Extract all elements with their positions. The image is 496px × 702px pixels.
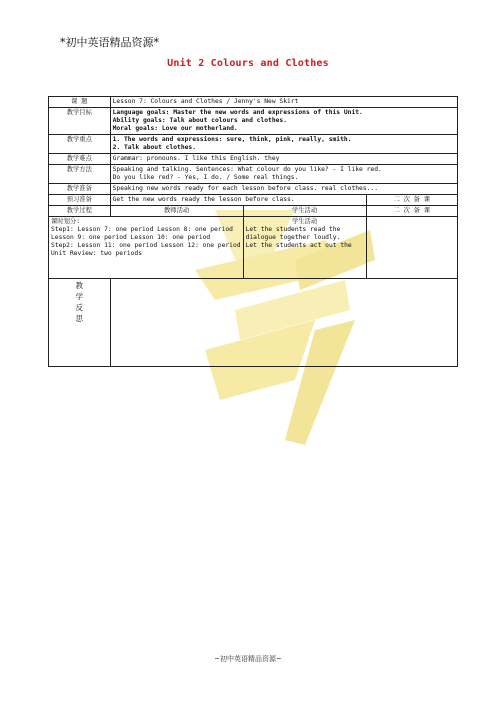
second-prep-header: 二 次 备 课 xyxy=(366,206,457,217)
student-line-2: Let the students read the xyxy=(245,226,341,233)
difficulties-row xyxy=(49,154,458,165)
topic-value: Lesson 7: Colours and Clothes / Jenny's New Skirt xyxy=(110,97,457,108)
preview-value: Get the new words ready the lesson before class. xyxy=(110,195,366,206)
page-footer: ~初中英语精品资源~ xyxy=(214,655,282,663)
key-point-2: 2. Talk about clothes. xyxy=(112,144,197,151)
method-line-1: Speaking and talking. Sentences: What colour do you like? - I like red. xyxy=(112,166,382,173)
difficulties-label: 教学难点 xyxy=(49,154,111,165)
student-activity xyxy=(243,217,366,279)
methods-value xyxy=(110,165,457,184)
topic-label: 课 题 xyxy=(49,97,111,108)
methods-label: 教学方法 xyxy=(49,165,111,184)
reflection-label xyxy=(49,279,111,367)
objectives-row xyxy=(49,108,458,135)
teacher-line-3: Lesson 9: one period Lesson 10: one period xyxy=(51,234,211,241)
reflection-char-3: 反 xyxy=(75,303,84,312)
teacher-activity xyxy=(49,217,244,279)
teacher-line-5: Unit Review: two periods xyxy=(51,250,142,257)
teacher-line-1: 课时划分: xyxy=(51,218,80,225)
objective-language: Language goals: Master the new words and expressions of this Unit. xyxy=(112,109,363,116)
objective-ability: Ability goals: Talk about colours and clothes. xyxy=(112,117,287,124)
teacher-line-2: Step1: Lesson 7: one period Lesson 8: one period xyxy=(51,226,233,233)
reflection-char-4: 思 xyxy=(75,314,84,323)
reflection-char-2: 学 xyxy=(75,292,84,301)
process-header-row xyxy=(49,206,458,217)
process-label: 教学过程 xyxy=(49,206,111,217)
teacher-line-4: Step2: Lesson 11: one period Lesson 12: one period xyxy=(51,242,241,249)
objectives-label: 教学目标 xyxy=(49,108,111,135)
topic-row xyxy=(49,97,458,108)
objectives-value xyxy=(110,108,457,135)
page-title: Unit 2 Colours and Clothes xyxy=(167,58,329,69)
key-points-value xyxy=(110,135,457,154)
key-points-row xyxy=(49,135,458,154)
methods-row xyxy=(49,165,458,184)
page-header: *初中英语精品资源* xyxy=(60,36,159,49)
student-line-1: 学生活动 xyxy=(291,218,318,225)
preparation-row xyxy=(49,184,458,195)
reflection-content xyxy=(110,279,457,367)
preview-second-prep: 二 次 备 课 xyxy=(366,195,457,206)
reflection-row xyxy=(49,279,458,367)
preview-row xyxy=(49,195,458,206)
student-line-4: Let the students act out the xyxy=(245,242,352,249)
objective-moral: Moral goals: Love our motherland. xyxy=(112,125,238,132)
preparation-label: 教学准备 xyxy=(49,184,111,195)
process-content-row xyxy=(49,217,458,279)
key-point-1: 1. The words and expressions: sure, think, pink, really, smith. xyxy=(112,136,352,143)
second-prep-cell xyxy=(366,217,457,279)
reflection-char-1: 教 xyxy=(75,281,84,290)
preview-label: 预习准备 xyxy=(49,195,111,206)
key-points-label: 教学重点 xyxy=(49,135,111,154)
lesson-plan-table xyxy=(48,96,458,367)
method-line-2: Do you like red? - Yes, I do. / Some real things. xyxy=(112,174,299,181)
student-activity-header: 学生活动 xyxy=(243,206,366,217)
preparation-value: Speaking new words ready for each lesson before class. real clothes... xyxy=(110,184,457,195)
teacher-activity-header: 教师活动 xyxy=(110,206,243,217)
student-line-3: dialogue together loudly. xyxy=(245,234,341,241)
difficulties-value: Grammar: pronouns. I like this English. they xyxy=(110,154,457,165)
